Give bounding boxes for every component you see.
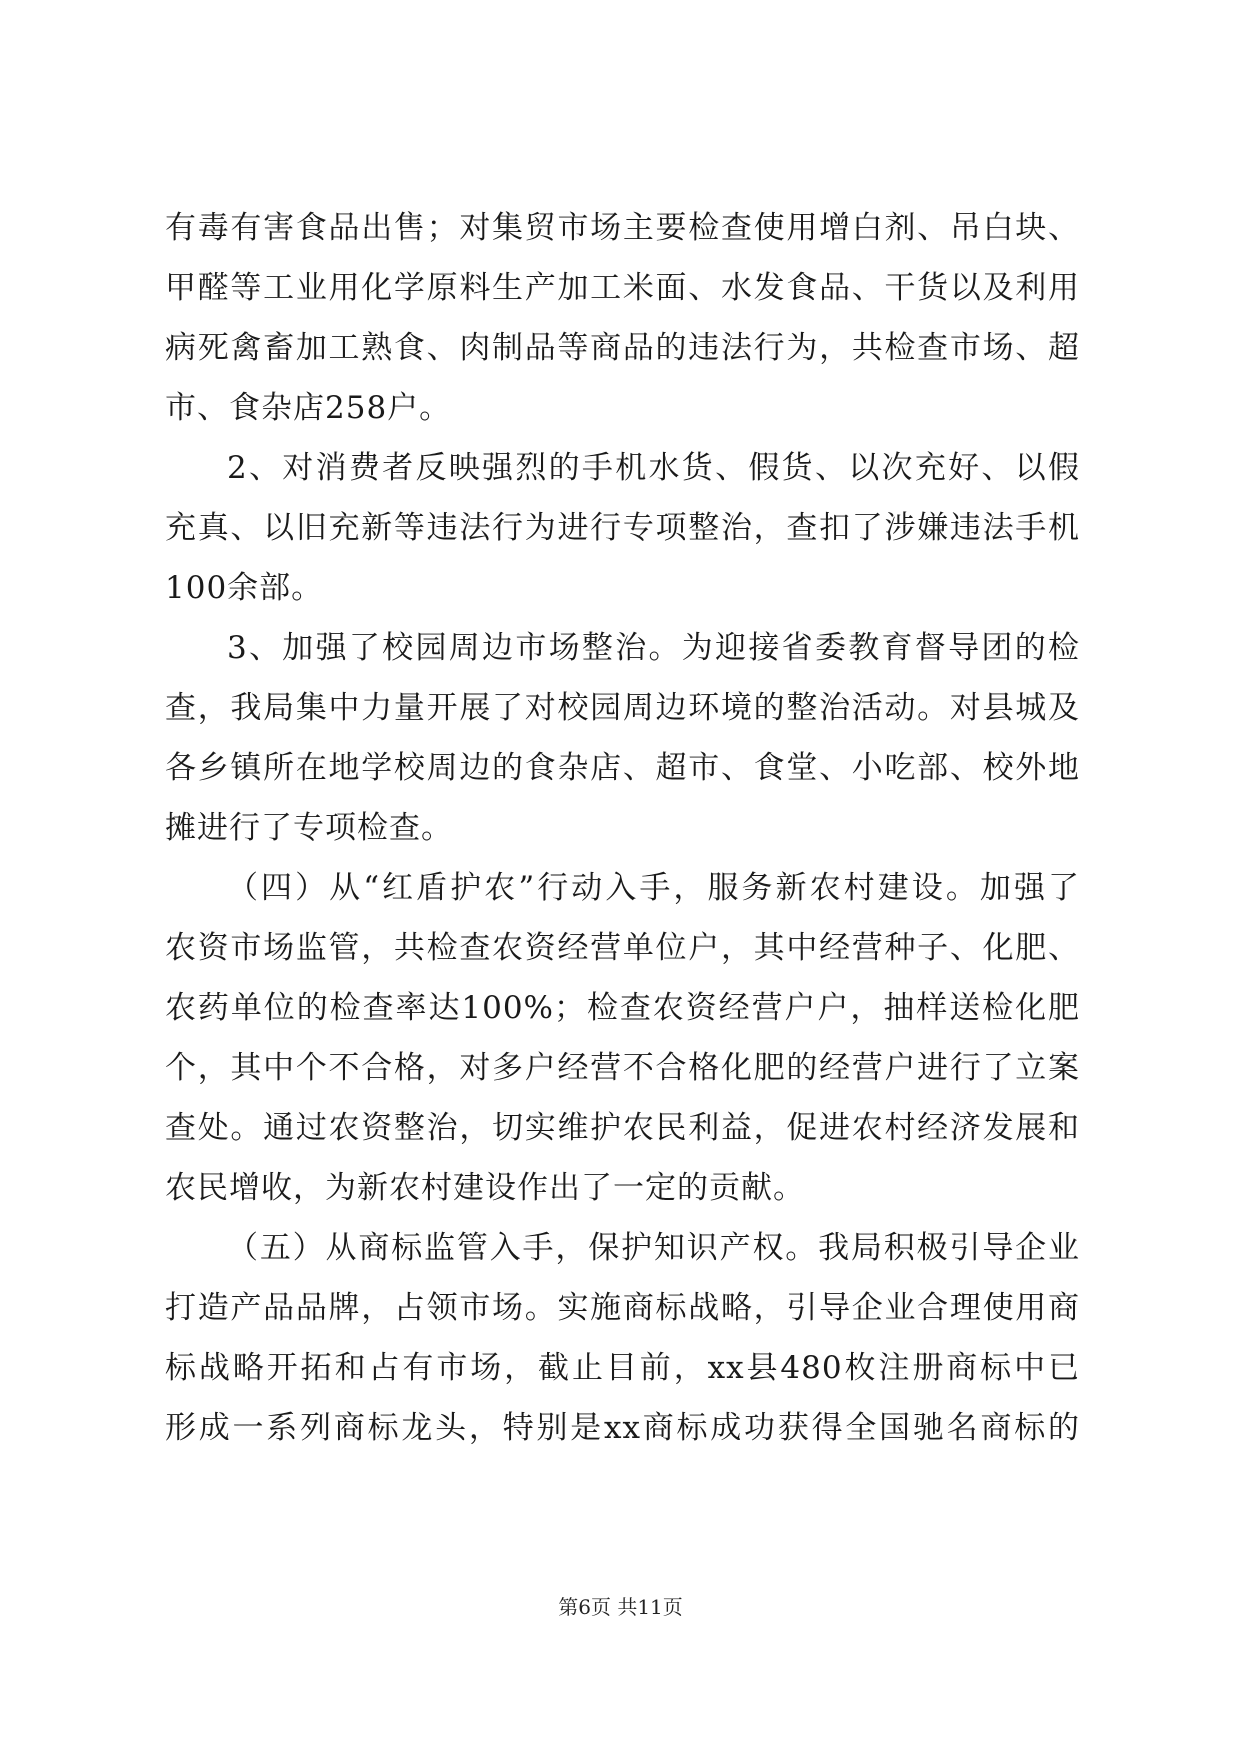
text-line: （五）从商标监管入手，保护知识产权。我局积极引导企业 (227, 1230, 1080, 1266)
text-line: 查，我局集中力量开展了对校园周边环境的整治活动。对县城及 (165, 690, 1080, 726)
text-line: 3、加强了校园周边市场整治。为迎接省委教育督导团的检 (227, 630, 1080, 666)
text-line: 有毒有害食品出售；对集贸市场主要检查使用增白剂、吊白块、 (165, 210, 1080, 246)
text-line: 充真、以旧充新等违法行为进行专项整治，查扣了涉嫌违法手机 (165, 510, 1080, 546)
page-number-footer: 第6页 共11页 (558, 1595, 683, 1619)
text-line: 病死禽畜加工熟食、肉制品等商品的违法行为，共检查市场、超 (165, 330, 1080, 366)
text-line: 查处。通过农资整治，切实维护农民利益，促进农村经济发展和 (165, 1110, 1080, 1146)
text-line: 打造产品品牌，占领市场。实施商标战略，引导企业合理使用商 (165, 1290, 1080, 1326)
text-line: 摊进行了专项检查。 (165, 810, 453, 846)
text-line: 农资市场监管，共检查农资经营单位户，其中经营种子、化肥、 (165, 930, 1080, 966)
text-line: 各乡镇所在地学校周边的食杂店、超市、食堂、小吃部、校外地 (165, 750, 1080, 786)
text-line: 2、对消费者反映强烈的手机水货、假货、以次充好、以假 (227, 450, 1080, 486)
body-text (165, 198, 1080, 1458)
text-line: 甲醛等工业用化学原料生产加工米面、水发食品、干货以及利用 (165, 270, 1080, 306)
text-line: 农民增收，为新农村建设作出了一定的贡献。 (165, 1170, 805, 1206)
text-line: （四）从“红盾护农”行动入手，服务新农村建设。加强了 (227, 870, 1080, 906)
text-line: 个，其中个不合格，对多户经营不合格化肥的经营户进行了立案 (165, 1050, 1080, 1086)
text-line: 市、食杂店258户。 (165, 390, 452, 426)
text-line: 标战略开拓和占有市场，截止目前，xx县480枚注册商标中已 (165, 1350, 1080, 1386)
text-line: 农药单位的检查率达100%；检查农资经营户户，抽样送检化肥 (165, 990, 1080, 1026)
text-line: 形成一系列商标龙头，特别是xx商标成功获得全国驰名商标的 (165, 1410, 1080, 1446)
text-line: 100余部。 (165, 570, 324, 606)
